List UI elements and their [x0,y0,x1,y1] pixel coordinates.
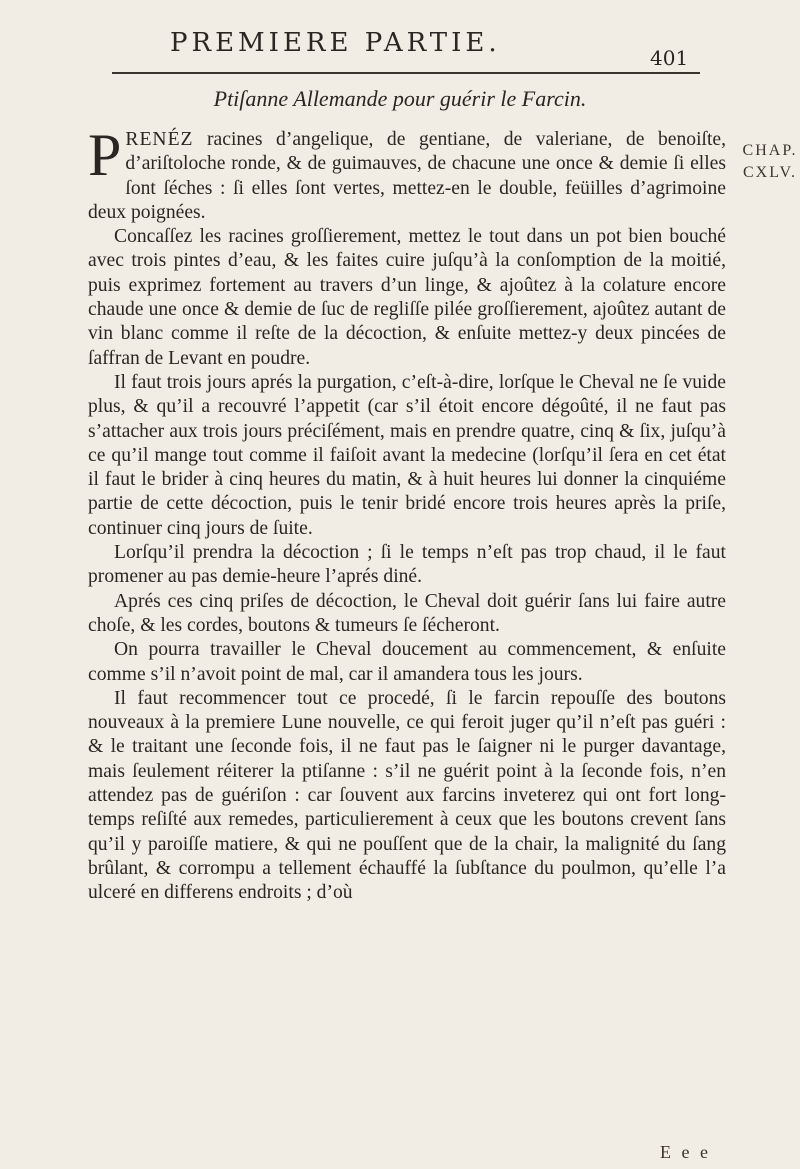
signature-mark: E e e [660,1142,711,1162]
chapter-margin-note [742,140,798,184]
margin-note-number: CXLV. [742,164,798,181]
drop-cap: P [88,122,122,188]
paragraph-3: Il faut trois jours aprés la purgation, c’eſt-à-dire, lorſque le Cheval ne ſe vuide plus, & qu’il a recouvré l’appetit (car s’il étoit encore dégoûté, il ne faut pas s’attacher aux trois jours préciſément, mais en prendre quatre, cinq & ſix, juſqu’à ce qu’il mange tout comme il faiſoit avant la medecine (lorſqu’il ſera en cet état il faut le brider à cinq heures du matin, & à huit heures lui donner la cinquiéme partie de cette décoction, puis le tenir bridé encore trois heures après la priſe, continuer cinq jours de ſuite. [88,371,726,539]
page-number: 401 [650,46,689,70]
margin-note-chap: CHAP. [742,142,798,159]
paragraph-1-text: racines d’angelique, de gentiane, de valeriane, de benoiſte, d’ariſtoloche ronde, & de guimauves, de chacune une once & demie ſi elles ſont ſéches : ſi elles ſont vertes, mettez-en le double, feüilles d’agrimoine deux poignées. [88,129,726,223]
paragraph-2: Concaſſez les racines groſſierement, mettez le tout dans un pot bien bouché avec trois pintes d’eau, & les faites cuire juſqu’à la conſomption de la moitié, puis exprimez fortement au travers d’un linge, & ajoûtez à la colature encore chaude une once & demie de ſuc de regliſſe pilée groſſierement, ajoûtez autant de vin blanc comme il reſte de la décoction, & enſuite mettez-y deux pincées de ſaffran de Levant en poudre. [88,226,726,369]
running-head [110,20,710,70]
paragraph-7: Il faut recommencer tout ce procedé, ſi le farcin repouſſe des boutons nouveaux à la premiere Lune nouvelle, ce qui feroit juger qu’il n’eſt pas guéri : & le traitant une ſeconde fois, il ne faut pas le ſaigner ni le purger davantage, mais ſeulement réiterer la ptiſanne : s’il ne guérit point à la ſeconde fois, n’en attendez pas de guériſon : car ſouvent aux farcins inveterez qui ont fort long-temps reſiſté aux remedes, particulierement à ceux que les boutons crevent ſans qu’il y paroiſſe matiere, & qui ne pouſſent que de la chair, la malignité du ſang brûlant, & corrompu a tellement échauffé la ſubſtance du poulmon, qu’elle l’a ulceré en differens endroits ; d’où [88,687,726,904]
paragraph-6: On pourra travailler le Cheval doucement au commencement, & enſuite comme s’il n’avoit point de mal, car il amandera tous les jours. [88,639,726,685]
paragraph-5: Aprés ces cinq priſes de décoction, le Cheval doit guérir ſans lui faire autre choſe, & les cordes, boutons & tumeurs ſe ſécheront. [88,590,726,636]
paragraph-1 [88,122,726,225]
first-word: RENÉZ [125,129,194,150]
body-text [88,122,726,906]
running-title: PREMIERE PARTIE. [170,28,501,58]
section-title: Ptiſanne Allemande pour guérir le Farcin. [213,86,587,111]
header-rule [112,72,700,74]
paragraph-4: Lorſqu’il prendra la décoction ; ſi le temps n’eſt pas trop chaud, il le faut promener au pas demie-heure l’aprés diné. [88,542,726,588]
